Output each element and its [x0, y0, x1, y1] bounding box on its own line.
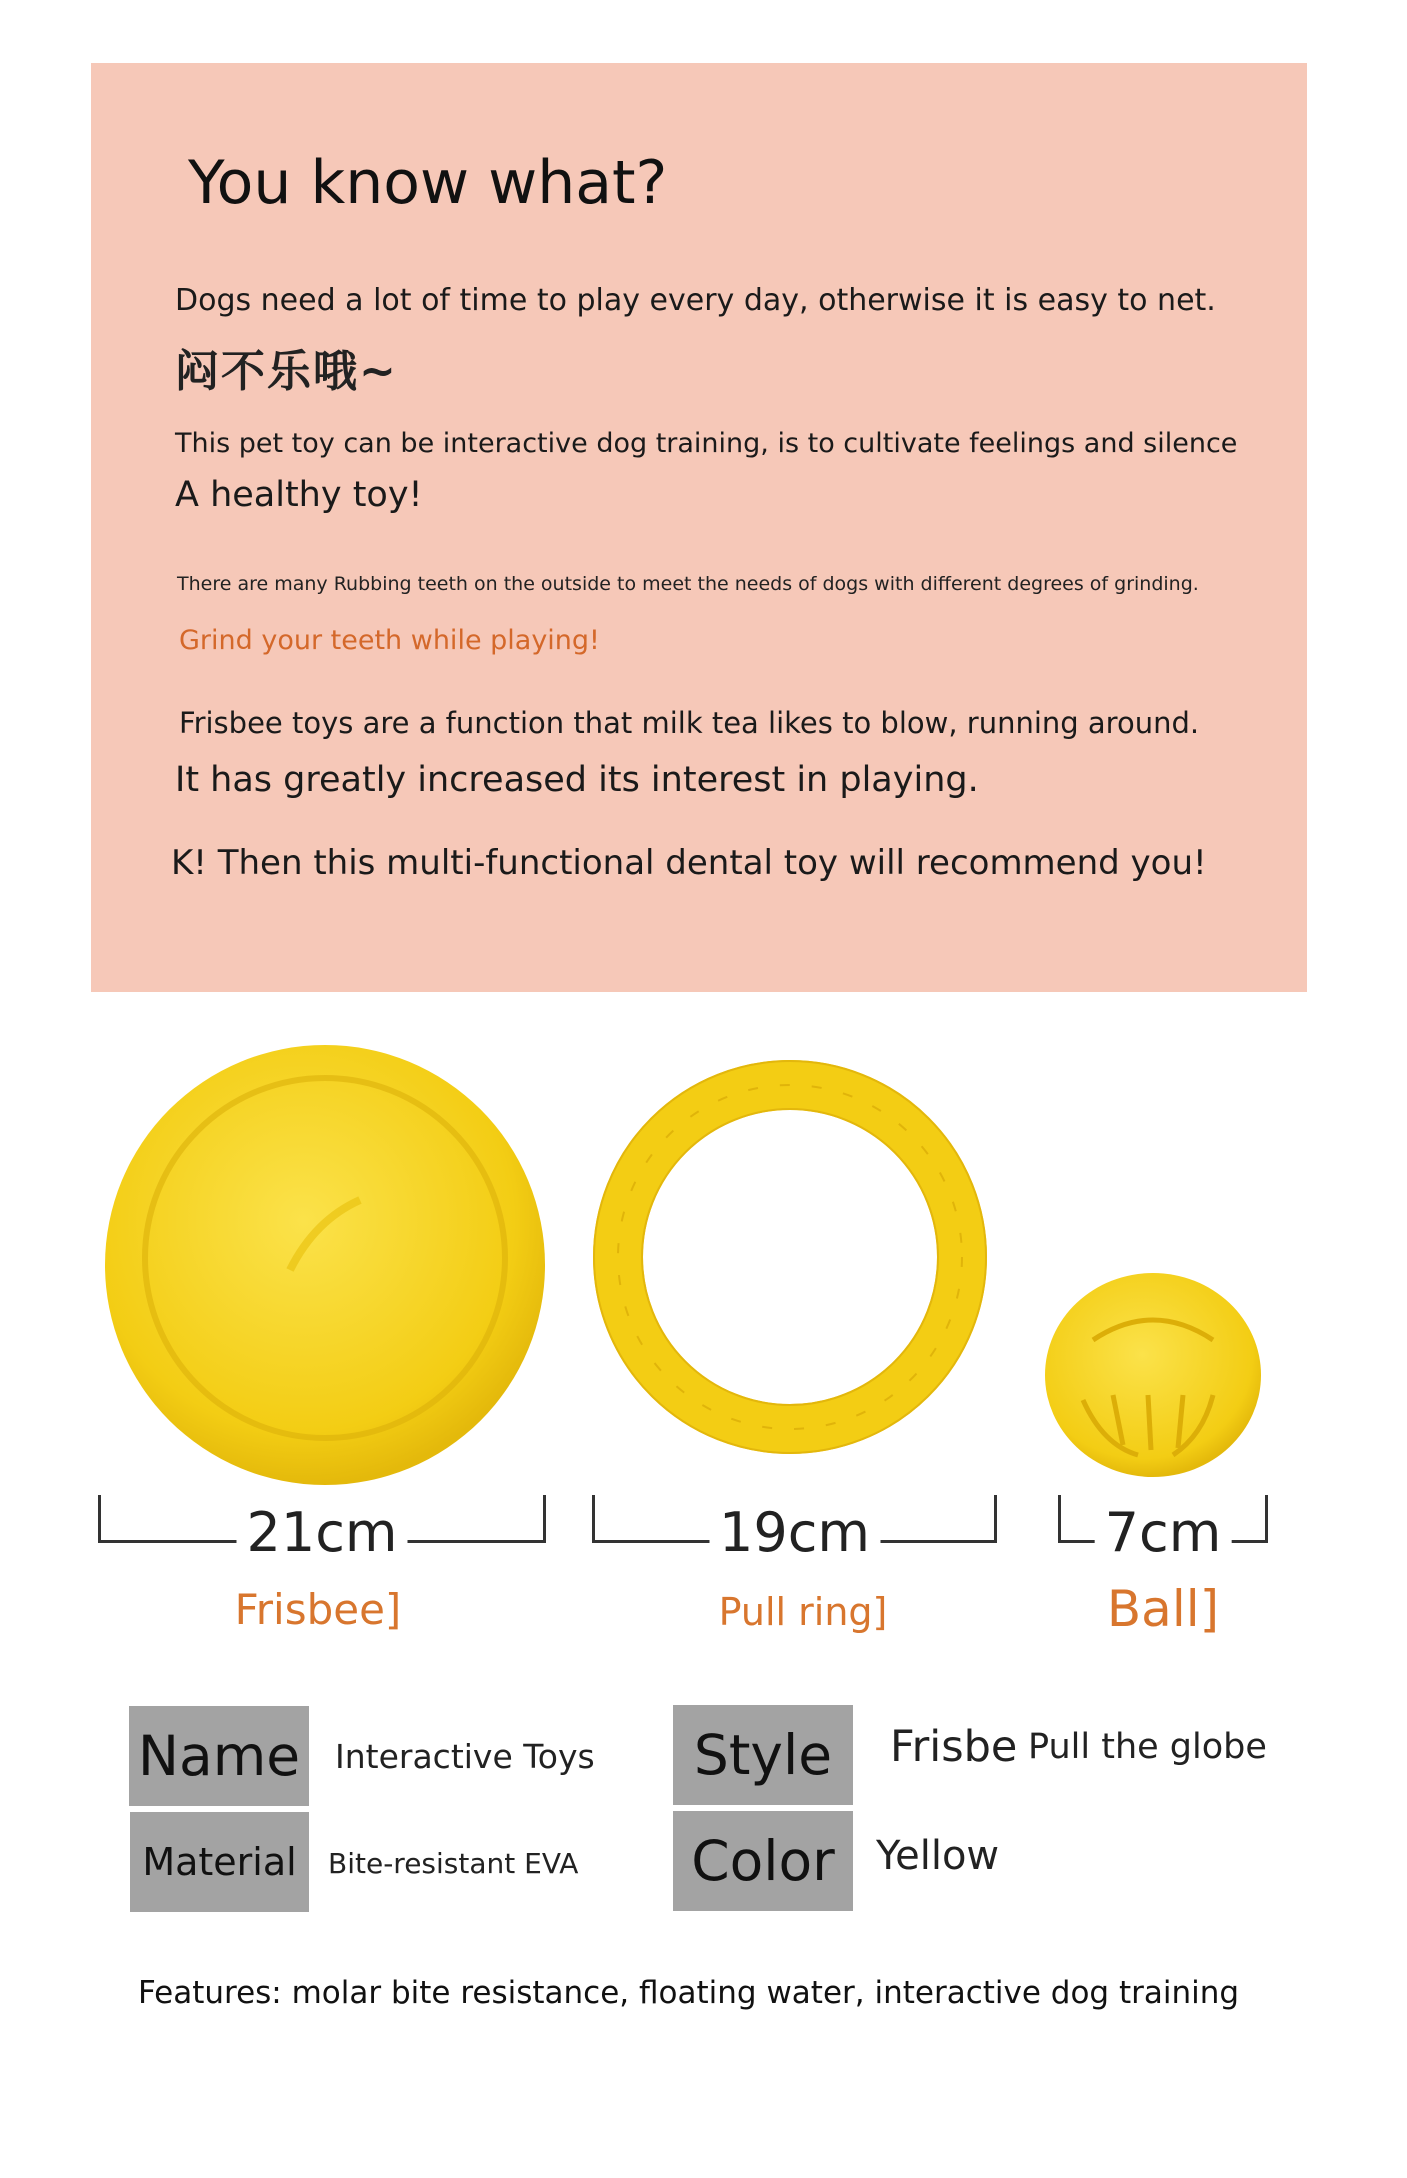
ball-name: Ball]: [1106, 1580, 1220, 1638]
intro-panel: [91, 63, 1307, 992]
intro-line-1-cn: 闷不乐哦~: [175, 346, 398, 397]
intro-line-5: K! Then this multi-functional dental toy will recommend you!: [171, 843, 1207, 883]
intro-line-1: Dogs need a lot of time to play every day, otherwise it is easy to net.: [175, 283, 1216, 318]
features-text: Features: molar bite resistance, floating water, interactive dog training: [138, 1975, 1240, 2011]
spec-label-style: Style: [673, 1705, 853, 1805]
frisbee-name: Frisbee]: [234, 1585, 402, 1634]
intro-line-3: There are many Rubbing teeth on the outside to meet the needs of dogs with different degrees of grinding.: [177, 573, 1199, 595]
frisbee-dimension: [98, 1495, 546, 1564]
ball-dimension: [1058, 1495, 1268, 1564]
pull-ring-image: [590, 1055, 990, 1460]
spec-label-material: Material: [130, 1812, 309, 1912]
spec-value-color: Yellow: [876, 1833, 1000, 1879]
pull-ring-icon: [590, 1055, 990, 1460]
intro-line-4b: It has greatly increased its interest in playing.: [175, 760, 979, 800]
spec-value-material: Bite-resistant EVA: [328, 1847, 579, 1880]
spec-value-name: Interactive Toys: [335, 1737, 595, 1776]
ball-icon: [1043, 1270, 1263, 1480]
spec-label-name: Name: [129, 1706, 309, 1806]
intro-line-2: This pet toy can be interactive dog training, is to cultivate feelings and silence: [175, 428, 1238, 459]
frisbee-icon: [100, 1040, 550, 1490]
intro-title: You know what?: [188, 148, 668, 218]
spec-label-color: Color: [673, 1811, 853, 1911]
ball-size: 7cm: [1095, 1503, 1232, 1563]
spec-value-style-1: Frisbe: [890, 1722, 1018, 1772]
spec-value-style-2: Pull the globe: [1028, 1727, 1267, 1767]
pull-ring-dimension: [592, 1495, 997, 1564]
ball-image: [1043, 1270, 1263, 1480]
frisbee-image: [100, 1040, 550, 1490]
pull-ring-name: Pull ring]: [718, 1590, 888, 1634]
intro-line-4: Frisbee toys are a function that milk tea likes to blow, running around.: [179, 706, 1200, 740]
intro-line-2b: A healthy toy!: [175, 475, 423, 515]
pull-ring-size: 19cm: [709, 1503, 880, 1563]
frisbee-size: 21cm: [236, 1503, 407, 1563]
intro-line-3-highlight: Grind your teeth while playing!: [179, 625, 600, 656]
